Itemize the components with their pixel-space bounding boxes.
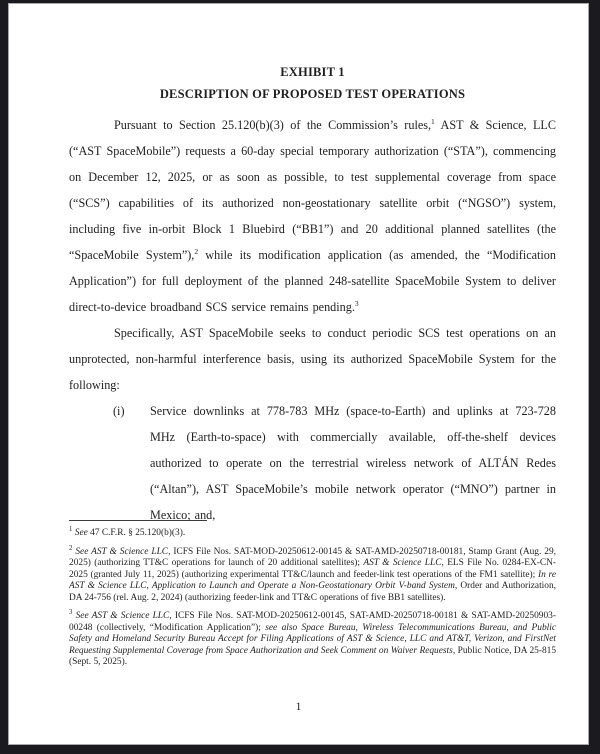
paragraph-1-text: AST & Science, LLC (“AST SpaceMobile”) requests a 60-day special temporary authorization (“STA”), commencing on December 12, 2025, or as soon as possible, to test supplemental coverage from space (“SCS”) capabilities of its authorized non-geostationary satellite orbit (“NGSO”) system, including five in-orbit Block 1 Bluebird (“BB1”) and 20 additional planned satellites (the “SpaceMobile System”), xyxy=(69,118,556,262)
footnote-2-text: In re AST & Science LLC, Application to Launch and Operate a Non-Geostationary Orbit V-band System xyxy=(69,569,556,591)
footnote-1-marker: 1 xyxy=(69,525,73,533)
footnote-1 xyxy=(69,525,556,540)
document-title: DESCRIPTION OF PROPOSED TEST OPERATIONS xyxy=(159,87,466,101)
footnote-1-text: 47 C.F.R. § 25.120(b)(3). xyxy=(87,528,186,538)
document-page xyxy=(8,3,589,745)
paragraph-1 xyxy=(69,112,556,320)
footnote-1-text: See xyxy=(72,528,88,538)
footnote-3-marker: 3 xyxy=(69,608,73,616)
footnote-2-text: , Order and Authorization, DA 24-756 (rel. Aug. 2, 2024) (authorizing feeder-link and TT&C operations of five BB1 satellites). xyxy=(69,581,556,603)
footnote-3-text: , Public Notice, DA 25-815 (Sept. 5, 2025). xyxy=(69,645,557,667)
footnote-2-text: AST & Science LLC xyxy=(363,558,442,568)
footnote-2-text: , ICFS File Nos. SAT-MOD-20250612-00145 & SAT-AMD-20250718-00181, Stamp Grant (Aug. 29, 2025) (authorizing TT&C operations for launch of 20 additional satellites); xyxy=(69,546,556,568)
list-item-text: Service downlinks at 778-783 MHz (space-to-Earth) and uplinks at 723-728 MHz (Earth-to-space) with commercially available, off-the-shelf devices authorized to operate on the terrestrial wireless network of ALTÁN Redes (“Altan”), AST SpaceMobile’s mobile network operator (“MNO”) partner in Mexico; and, xyxy=(150,404,556,522)
footnote-ref-2: 2 xyxy=(194,246,199,256)
footnote-2-text: See AST & Science LLC xyxy=(72,546,169,557)
paragraph-2 xyxy=(69,320,556,398)
paragraph-1-text: while its modification application (as amended, the “Modification Application”) for full deployment of the planned 248-satellite SpaceMobile System to deliver direct-to-device broadband SCS service remains pending. xyxy=(69,248,556,314)
paragraph-2-text: Specifically, AST SpaceMobile seeks to conduct periodic SCS test operations on an unprotected, non-harmful interference basis, using its authorized SpaceMobile System for the following: xyxy=(69,326,556,392)
list-item-i xyxy=(113,398,556,528)
paragraph-1-text: Pursuant to Section 25.120(b)(3) of the Commission’s rules, xyxy=(114,118,432,132)
document-heading xyxy=(69,61,556,105)
footnote-3-text: See AST & Science LLC xyxy=(72,611,170,621)
footnote-2-text: , ELS File No. 0284-EX-CN-2025 (granted July 11, 2025) (authorizing experimental TT&C/launch and feeder-link test operations of the FM1 satellite); xyxy=(69,558,556,580)
footnote-3 xyxy=(69,608,557,669)
footnote-3-text: see also Space Bureau, Wireless Telecommunications Bureau, and Public Safety and Homeland Security Bureau Accept for Filing Applications of AST & Science, LLC and AT&T, Verizon, and FirstNet Requesting Supplemental Coverage from Space Authorization and Seek Comment on Waiver Requests xyxy=(69,622,557,656)
footnote-ref-1: 1 xyxy=(431,116,435,126)
footnotes-section xyxy=(69,520,556,676)
footnote-ref-3: 3 xyxy=(354,298,359,308)
footnote-2-marker: 2 xyxy=(69,544,73,552)
list-item-marker: (i) xyxy=(113,404,125,418)
footnote-3-text: , ICFS File Nos. SAT-MOD-20250612-00145, SAT-AMD-20250718-00181 & SAT-AMD-20250903-00248 (collectively, “Modification Application”); xyxy=(69,611,556,633)
footnote-2 xyxy=(69,544,556,605)
footnote-separator xyxy=(69,520,207,521)
page-content xyxy=(9,4,588,528)
exhibit-title: EXHIBIT 1 xyxy=(280,65,345,79)
page-number: 1 xyxy=(295,701,302,713)
